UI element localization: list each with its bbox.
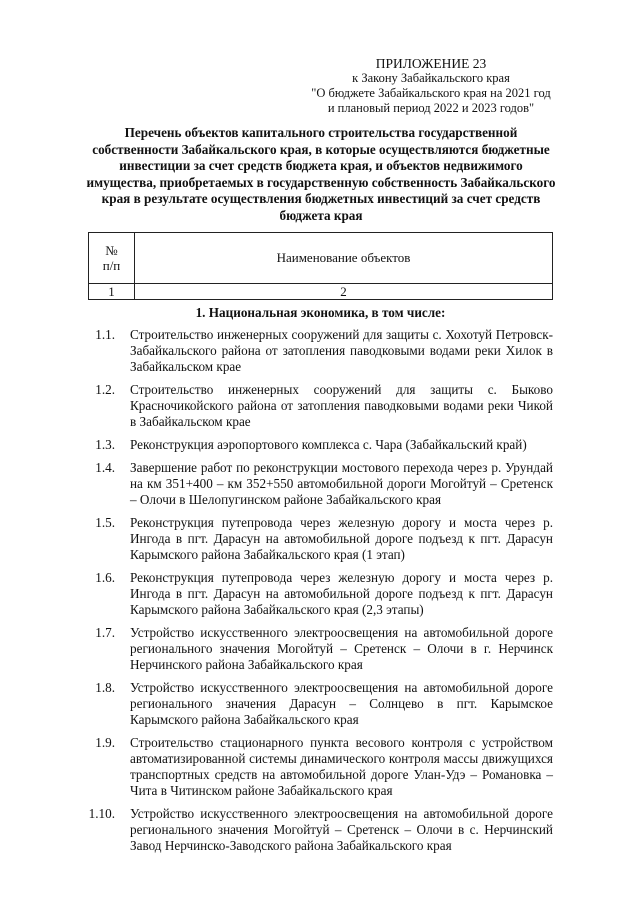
- item-text: Устройство искусственного электроосвещения на автомобильной дороге регионального значения Могойтуй – Сретенск – Олочи в г. Нерчинск Нерчинского района Забайкальского края: [130, 625, 553, 672]
- column-number-1: 1: [89, 284, 135, 300]
- header-number-cell: [89, 233, 135, 284]
- item-number: 1.6.: [95, 570, 115, 585]
- item-number: 1.9.: [95, 735, 115, 750]
- list-item: [0, 625, 640, 673]
- item-number: 1.1.: [95, 327, 115, 342]
- document-title: Перечень объектов капитального строительства государственной собственности Забайкальского края, в которые осуществляются бюджетные инвестиции за счет средств бюджета края, и объектов недвижимого имущества, приобретаемых в государственную собственность Забайкальского края в результате осуществления бюджетных инвестиций за счет средств бюджета края: [86, 125, 556, 223]
- item-number: 1.8.: [95, 680, 115, 695]
- item-number: 1.5.: [95, 515, 115, 530]
- list-item: [0, 680, 640, 728]
- list-item: [0, 327, 640, 375]
- item-number: 1.2.: [95, 382, 115, 397]
- item-number: 1.3.: [95, 437, 115, 452]
- appendix-line-2: "О бюджете Забайкальского края на 2021 год: [311, 86, 551, 100]
- appendix-header: [306, 56, 556, 116]
- item-text: Строительство инженерных сооружений для защиты с. Хохотуй Петровск-Забайкальского района от затопления паводковыми водами реки Хилок в Забайкальском крае: [130, 327, 553, 374]
- item-text: Реконструкция аэропортового комплекса с. Чара (Забайкальский край): [130, 437, 527, 452]
- appendix-line-3: и плановый период 2022 и 2023 годов": [327, 101, 535, 115]
- list-item: [0, 735, 640, 799]
- objects-table: [88, 232, 553, 300]
- section-title: 1. Национальная экономика, в том числе:: [195, 305, 446, 320]
- item-text: Реконструкция путепровода через железную дорогу и моста через р. Ингода в пгт. Дарасун на автомобильной дороге подъезд к пгт. Дарасун Карымского района Забайкальского края (1 этап): [130, 515, 553, 562]
- list-item: [0, 515, 640, 563]
- list-item: [0, 570, 640, 618]
- list-item: [0, 460, 640, 508]
- items-list: [0, 327, 640, 861]
- appendix-title: ПРИЛОЖЕНИЕ 23: [375, 56, 487, 71]
- item-text: Устройство искусственного электроосвещения на автомобильной дороге регионального значения Могойтуй – Сретенск – Олочи в с. Нерчинский Завод Нерчинско-Заводского района Забайкальского края: [130, 806, 553, 853]
- header-name-cell: Наименование объектов: [135, 233, 553, 284]
- item-text: Реконструкция путепровода через железную дорогу и моста через р. Ингода в пгт. Дарасун на автомобильной дороге подъезд к пгт. Дарасун Карымского района Забайкальского края (2,3 этапы): [130, 570, 553, 617]
- item-text: Устройство искусственного электроосвещения на автомобильной дороге регионального значения Дарасун – Солнцево в пгт. Карымское Карымского района Забайкальского края: [130, 680, 553, 727]
- list-item: [0, 382, 640, 430]
- header-number-sign: №: [105, 243, 118, 258]
- header-number-abbr: п/п: [102, 258, 121, 273]
- appendix-line-1: к Закону Забайкальского края: [352, 71, 510, 85]
- item-text: Завершение работ по реконструкции мостового перехода через р. Урундай на км 351+400 – км 352+550 автомобильной дороги Могойтуй – Сретенск – Олочи в Шелопугинском районе Забайкальского края: [130, 460, 553, 507]
- table-header-row: [89, 233, 553, 284]
- item-text: Строительство стационарного пункта весового контроля с устройством автоматизированной системы динамического контроля массы движущихся транспортных средств на автомобильной дороге Улан-Удэ – Романовка – Чита в Читинском районе Забайкальского края: [130, 735, 553, 798]
- column-number-row: [89, 284, 553, 300]
- item-number: 1.7.: [95, 625, 115, 640]
- list-item: [0, 437, 640, 453]
- list-item: [0, 806, 640, 854]
- item-number: 1.10.: [88, 806, 115, 821]
- item-text: Строительство инженерных сооружений для защиты с. Быково Красночикойского района от затопления паводковыми водами реки Чикой в Забайкальском крае: [130, 382, 553, 429]
- item-number: 1.4.: [95, 460, 115, 475]
- column-number-2: 2: [135, 284, 553, 300]
